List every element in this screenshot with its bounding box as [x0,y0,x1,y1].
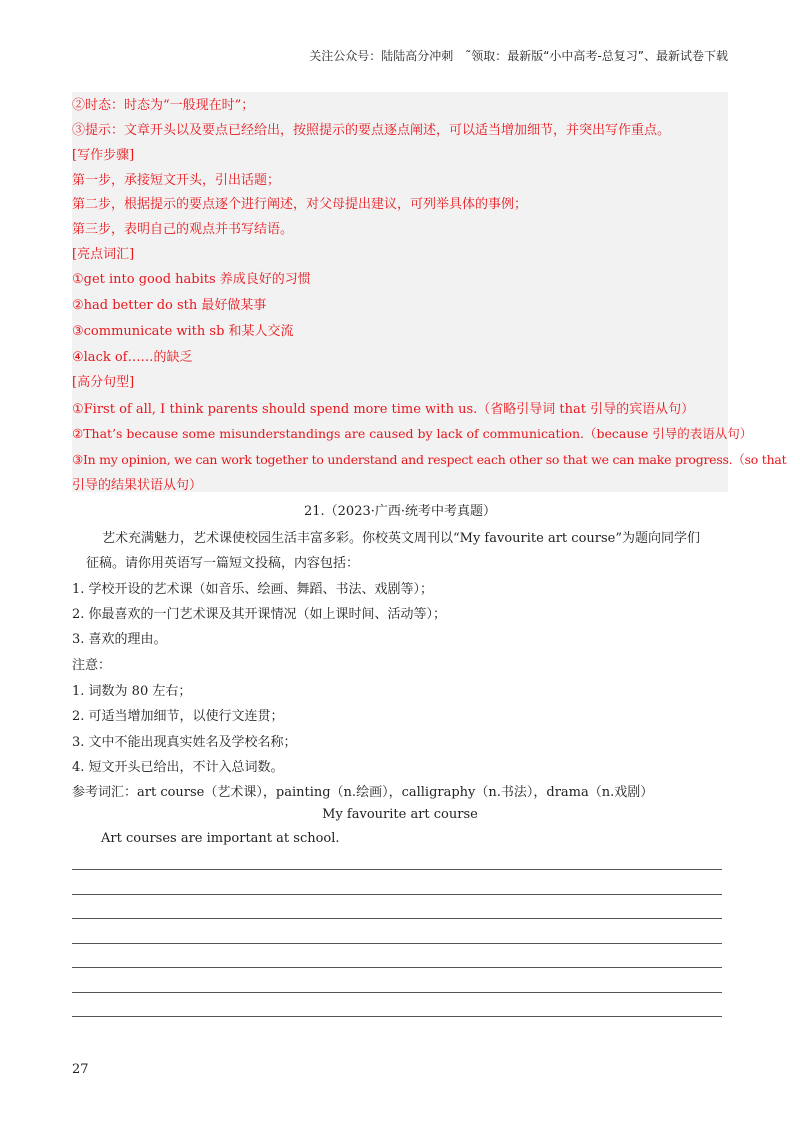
essay-opening: Art courses are important at school. [101,831,340,846]
question-intro: 艺术充满魅力，艺术课使校园生活丰富多彩。你校英文周刊以“My favourite art course”为题向同学们 [102,531,700,546]
answer-line: ③communicate with sb 和某人交流 [72,324,294,339]
content-item: 2. 你最喜欢的一门艺术课及其开课情况（如上课时间、活动等）； [72,607,447,622]
notes-label: 注意： [72,658,112,673]
answer-analysis-box [72,92,787,493]
page-header: 关注公众号：陆陆高分冲刺 ˜领取：最新版“小中高考-总复习”、最新试卷下载 [309,49,728,63]
writing-line[interactable] [72,967,722,968]
answer-line: ③In my opinion, we can work together to understand and respect each other so that we can make progress.（so that [72,452,787,467]
answer-line: ②had better do sth 最好做某事 [72,298,267,313]
answer-line: 第三步，表明自己的观点并书写结语。 [72,222,294,237]
answer-line: [写作步骤] [72,148,135,163]
note-item: 1. 词数为 80 左右； [72,684,192,699]
note-item: 2. 可适当增加细节，以使行文连贯； [72,709,284,724]
writing-line[interactable] [72,869,722,870]
answer-line: ②That’s because some misunderstandings are caused by lack of communication.（because 引导的表语从句） [72,426,753,441]
answer-line: ④lack of……的缺乏 [72,350,193,365]
vocab-reference: 参考词汇：art course（艺术课），painting（n.绘画），calligraphy（n.书法），drama（n.戏剧） [72,785,654,800]
answer-line: ③提示：文章开头以及要点已经给出，按照提示的要点逐点阐述，可以适当增加细节，并突出写作重点。 [72,123,671,138]
content-item: 3. 喜欢的理由。 [72,632,167,647]
note-item: 3. 文中不能出现真实姓名及学校名称； [72,735,297,750]
answer-line: ①get into good habits 养成良好的习惯 [72,272,311,287]
writing-line[interactable] [72,894,722,895]
answer-line: 第一步，承接短文开头，引出话题； [72,173,281,188]
question-intro: 征稿。请你用英语写一篇短文投稿，内容包括： [86,556,360,571]
answer-line: [亮点词汇] [72,247,135,262]
content-item: 1. 学校开设的艺术课（如音乐、绘画、舞蹈、书法、戏剧等）； [72,582,434,597]
note-item: 4. 短文开头已给出，不计入总词数。 [72,760,284,775]
essay-title: My favourite art course [322,807,478,822]
answer-line: 引导的结果状语从句） [72,478,203,493]
question-title: 21.（2023·广西·统考中考真题） [303,504,497,519]
writing-line[interactable] [72,1016,722,1017]
answer-line: [高分句型] [72,375,135,390]
writing-line[interactable] [72,992,722,993]
answer-line: ①First of all, I think parents should spend more time with us.（省略引导词 that 引导的宾语从句） [72,402,695,417]
answer-line: 第二步，根据提示的要点逐个进行阐述，对父母提出建议，可列举具体的事例； [72,197,528,212]
writing-line[interactable] [72,943,722,944]
writing-line[interactable] [72,918,722,919]
answer-line: ②时态：时态为“一般现在时”； [72,98,255,113]
page-number: 27 [72,1062,89,1077]
